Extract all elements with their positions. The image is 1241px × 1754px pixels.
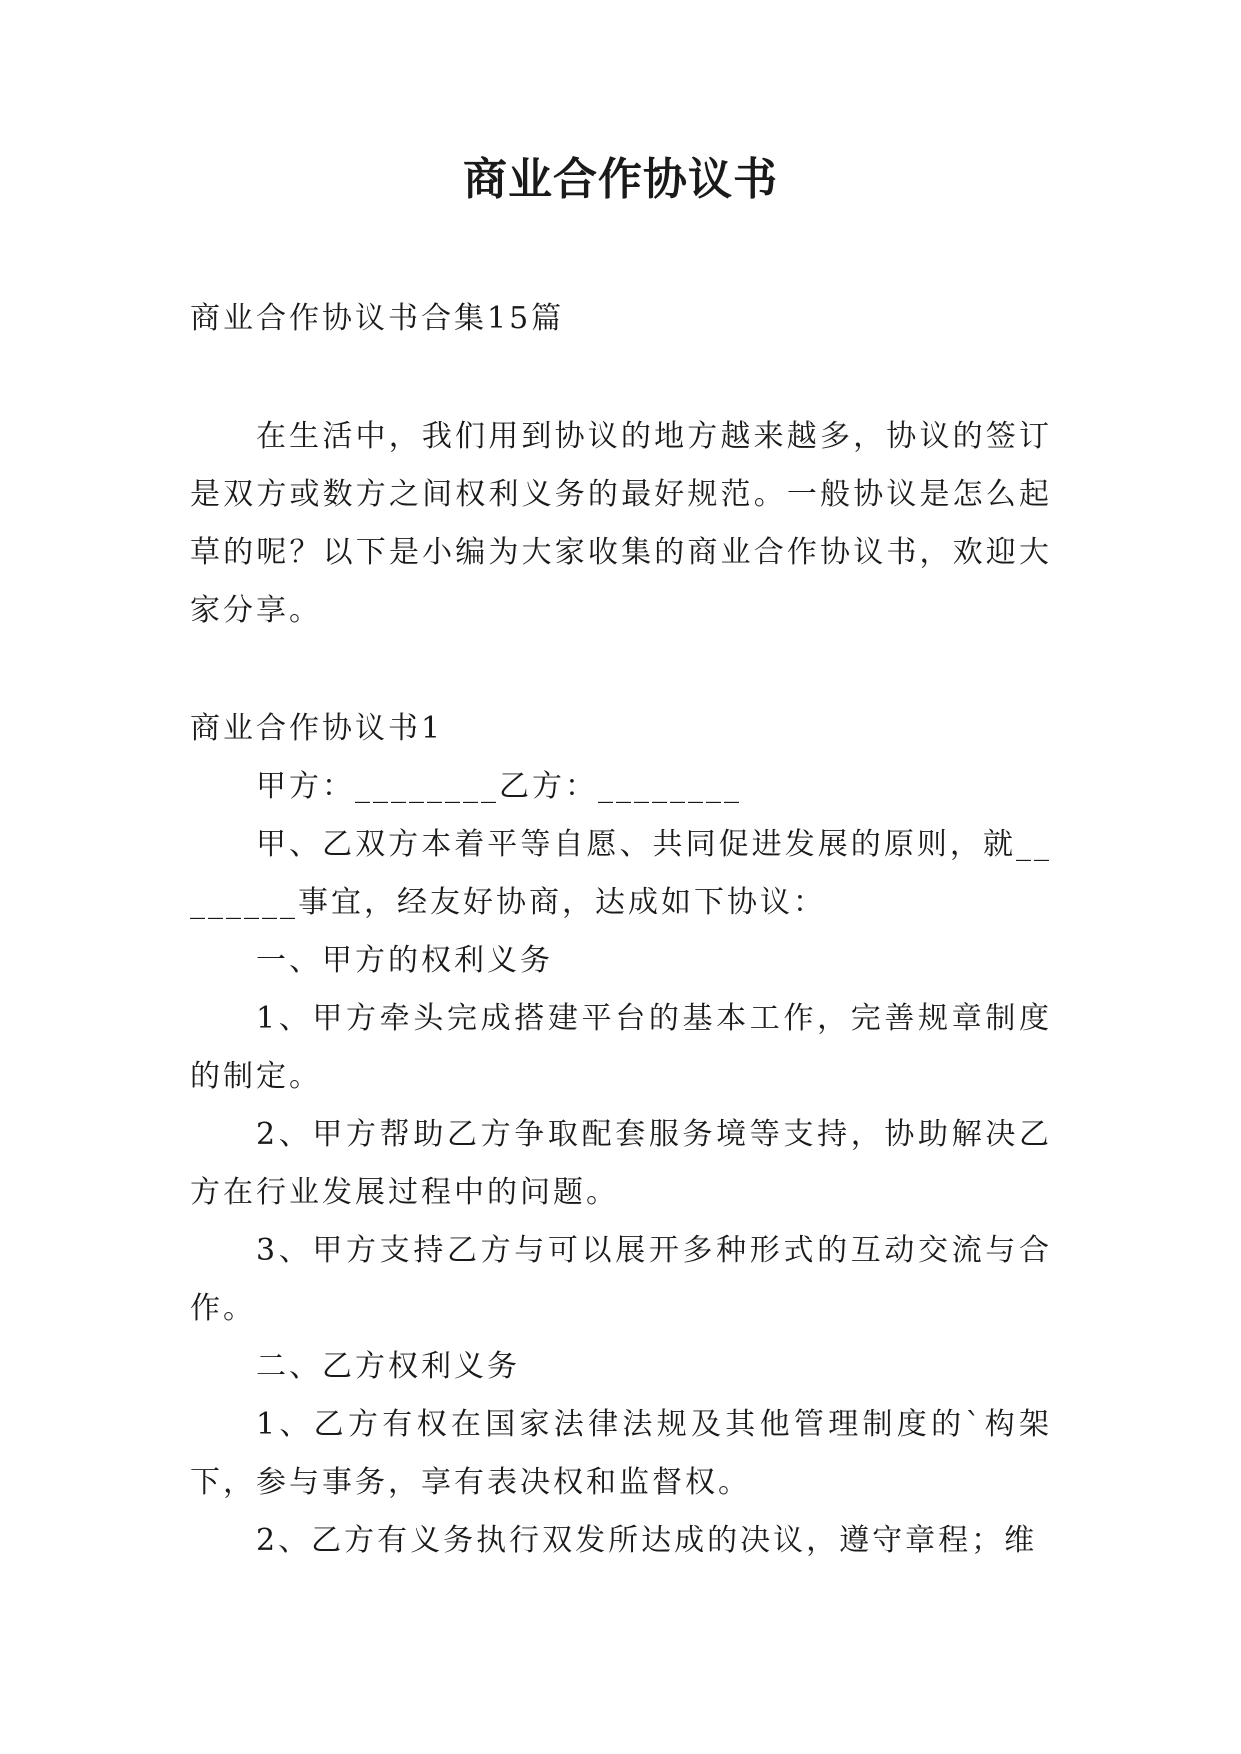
preamble-paragraph: 甲、乙双方本着平等自愿、共同促进发展的原则，就________事宜，经友好协商，达成如下协议：: [190, 827, 1052, 920]
party-b-item: 2、乙方有义务执行双发所达成的决议，遵守章程；维: [256, 1523, 1038, 1558]
party-b-item: 1、乙方有权在国家法律法规及其他管理制度的`构架下，参与事务，享有表决权和监督权。: [190, 1407, 1052, 1500]
party-a-heading: 一、甲方的权利义务: [256, 943, 553, 978]
intro-paragraph: 在生活中，我们用到协议的地方越来越多，协议的签订是双方或数方之间权利义务的最好规范。一般协议是怎么起草的呢？以下是小编为大家收集的商业合作协议书，欢迎大家分享。: [190, 419, 1052, 628]
party-b-heading: 二、乙方权利义务: [256, 1349, 520, 1384]
section-heading: 商业合作协议书1: [190, 711, 444, 746]
document-subtitle: 商业合作协议书合集15篇: [190, 301, 565, 336]
party-a-item: 2、甲方帮助乙方争取配套服务境等支持，协助解决乙方在行业发展过程中的问题。: [190, 1117, 1052, 1210]
party-a-item: 3、甲方支持乙方与可以展开多种形式的互动交流与合作。: [190, 1233, 1052, 1326]
party-a-item: 1、甲方牵头完成搭建平台的基本工作，完善规章制度的制定。: [190, 1001, 1052, 1094]
document-body: [190, 290, 1052, 1570]
parties-line: 甲方：________乙方：________: [256, 769, 742, 804]
document-title: 商业合作协议书: [463, 154, 778, 205]
